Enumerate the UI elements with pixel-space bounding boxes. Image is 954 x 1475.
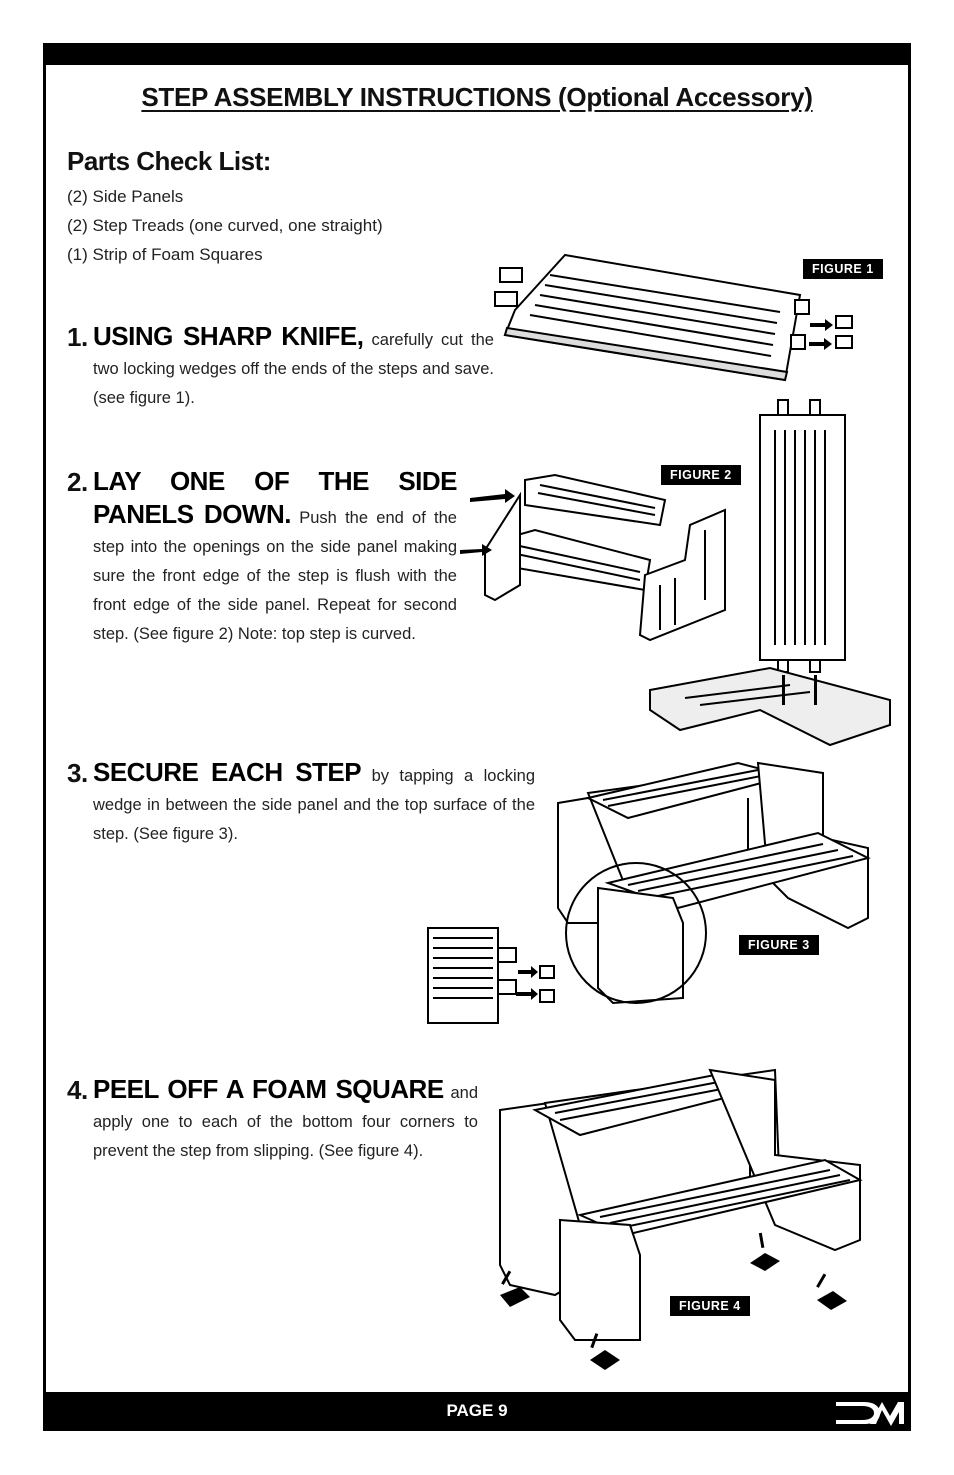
step-heading: SECURE EACH STEP — [93, 757, 362, 787]
brand-logo — [834, 1398, 906, 1428]
parts-item: (1) Strip of Foam Squares — [67, 245, 263, 264]
parts-item: (2) Step Treads (one curved, one straight) — [67, 216, 383, 235]
parts-heading: Parts Check List: — [67, 146, 271, 176]
step-2 — [67, 467, 457, 649]
parts-list — [67, 182, 383, 269]
step-text: carefully cut the two locking wedges off the ends of the steps and save. (see figure 1). — [93, 331, 494, 407]
figure-4-label: FIGURE 4 — [670, 1296, 750, 1316]
figure-3-label: FIGURE 3 — [739, 935, 819, 955]
figure-1-label: FIGURE 1 — [803, 259, 883, 279]
step-number: 2. — [67, 467, 88, 497]
step-text: and apply one to each of the bottom four corners to prevent the step from slipping. (See figure 4). — [93, 1084, 478, 1160]
page-title: STEP ASSEMBLY INSTRUCTIONS (Optional Accessory) — [141, 82, 813, 112]
step-1 — [67, 322, 494, 413]
figure-2-label: FIGURE 2 — [661, 465, 741, 485]
figure-4-illustration — [495, 1065, 880, 1375]
figure-2-illustration — [460, 400, 900, 750]
step-number: 1. — [67, 322, 88, 352]
step-4 — [67, 1075, 478, 1166]
step-text: by tapping a locking wedge in between the side panel and the top surface of the step. (See figure 3). — [93, 767, 535, 843]
page-number: PAGE 9 — [446, 1401, 508, 1420]
step-number: 3. — [67, 758, 88, 788]
step-heading: LAY ONE OF THE SIDE PANELS DOWN. — [93, 466, 457, 529]
figure-3-illustration — [428, 758, 878, 1028]
step-text: Push the end of the step into the openings on the side panel making sure the front edge of the step is flush with the front edge of the side panel. Repeat for second step. (See figure 2) Note: top step is curved. — [93, 509, 457, 643]
step-number: 4. — [67, 1075, 88, 1105]
parts-item: (2) Side Panels — [67, 187, 184, 206]
step-heading: PEEL OFF A FOAM SQUARE — [93, 1074, 444, 1104]
step-heading: USING SHARP KNIFE, — [93, 321, 364, 351]
top-bar — [43, 43, 911, 65]
